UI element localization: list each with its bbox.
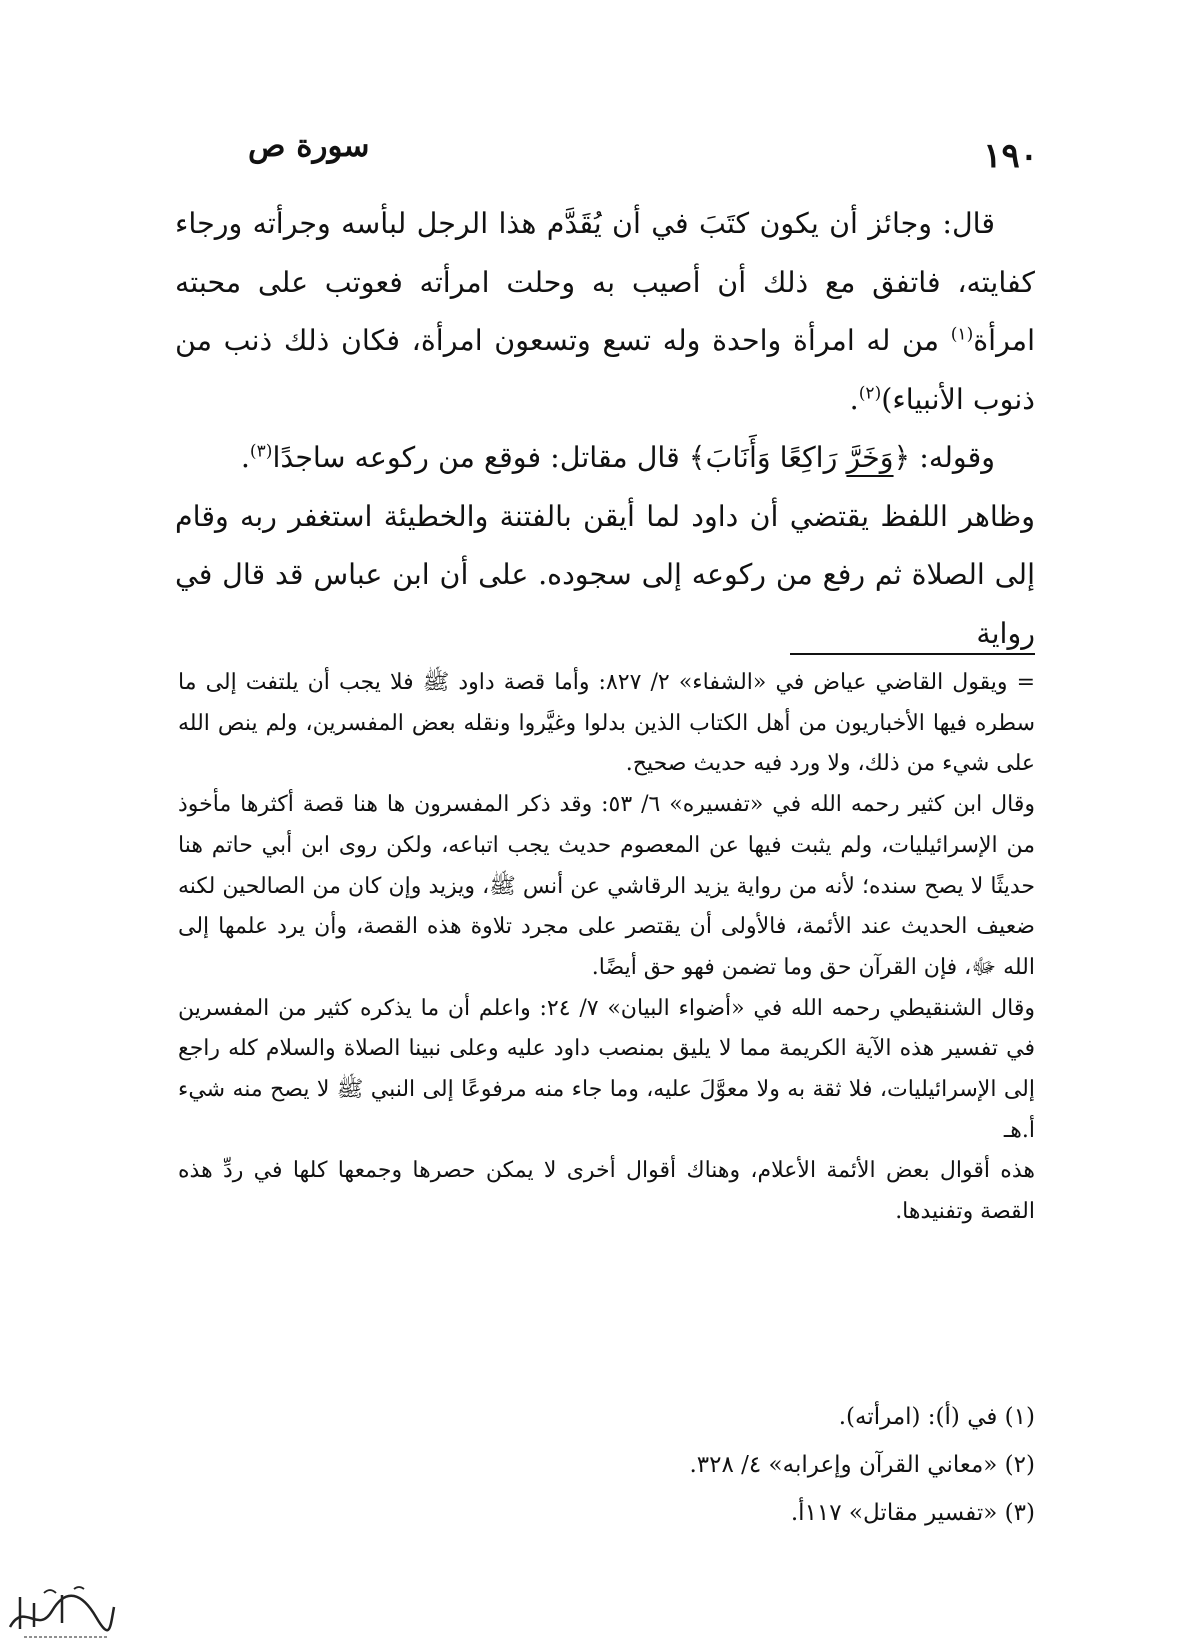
footnote-reference-3: (٣) «تفسير مقاتل» ١١٧أ. <box>790 1500 1035 1526</box>
quran-underlined-word: وَخَرَّ <box>846 441 894 474</box>
footnote-references <box>178 1393 1035 1537</box>
page-number: ١٩٠ <box>983 136 1038 176</box>
footnote-paragraph: هذه أقوال بعض الأئمة الأعلام، وهناك أقوال أخرى لا يمكن حصرها وجمعها كلها في ردِّ هذه القصة وتفنيدها. <box>178 1158 1035 1225</box>
paragraph-end: . <box>849 382 859 416</box>
main-text <box>175 195 1035 663</box>
main-paragraph-1 <box>175 195 1035 429</box>
main-paragraph-3: وظاهر اللفظ يقتضي أن داود لما أيقن بالفتنة والخطيئة استغفر ربه وقام إلى الصلاة ثم رفع من ركوعه إلى سجوده. على أن ابن عباس قد قال في رواية <box>175 499 1035 650</box>
footnote-ref-2: (٢) <box>858 383 882 403</box>
page-header <box>178 128 1038 178</box>
main-paragraph-2 <box>175 429 1035 488</box>
library-stamp-logo <box>4 1583 119 1643</box>
footnote-reference-2: (٢) «معاني القرآن وإعرابه» ٤/ ٣٢٨. <box>689 1452 1035 1478</box>
paragraph-end: . <box>240 441 250 474</box>
footnote-continuation <box>178 663 1035 1233</box>
quran-text: رَاكِعًا وَأَنَابَ <box>705 441 847 474</box>
paragraph-text: وقوله: <box>910 441 995 474</box>
quran-verse <box>689 441 910 474</box>
quran-bracket-open: ﴿ <box>893 441 911 474</box>
footnote-reference-1: (١) في (أ): (امرأته). <box>838 1404 1035 1430</box>
paragraph-text: قال: وجائز أن يكون كتَبَ في أن يُقَدَّم هذا الرجل لبأسه وجرأته ورجاء كفايته، فاتفق مع ذلك أن أصيب به وحلت امرأته فعوتب على محبته امرأة <box>175 207 1035 357</box>
footnote-paragraph: = ويقول القاضي عياض في «الشفاء» ٢/ ٨٢٧: وأما قصة داود ﷺ فلا يجب أن يلتفت إلى ما سطره فيها الأخباريون من أهل الكتاب الذين بدلوا وغيَّروا ونقله بعض المفسرين، ولم ينص الله على شيء من ذلك، ولا ورد فيه حديث صحيح. <box>178 670 1035 777</box>
paragraph-text: قال مقاتل: فوقع من ركوعه ساجدًا <box>272 441 689 474</box>
surah-title: سورة ص <box>248 128 370 164</box>
footnote-paragraph: وقال ابن كثير رحمه الله في «تفسيره» ٦/ ٥٣: وقد ذكر المفسرون ها هنا قصة أكثرها مأخوذ من الإسرائيليات، ولم يثبت فيها عن المعصوم حديث يجب اتباعه، ولكن روى ابن أبي حاتم هنا حديثًا لا يصح سنده؛ لأنه من رواية يزيد الرقاشي عن أنس ﷺ، ويزيد وإن كان من الصالحين لكنه ضعيف الحديث عند الأئمة، فالأولى أن يقتصر على مجرد تلاوة هذه القصة، وأن يرد علمها إلى الله ﷻ، فإن القرآن حق وما تضمن فهو حق أيضًا. <box>178 792 1035 980</box>
paragraph-text: من له امرأة واحدة وله تسع وتسعون امرأة، فكان ذلك ذنب من ذنوب الأنبياء) <box>175 324 1035 416</box>
quran-bracket-close: ﴾ <box>688 441 706 474</box>
footnote-divider <box>790 653 1035 655</box>
footnote-ref-1: (١) <box>950 324 974 345</box>
footnote-paragraph: وقال الشنقيطي رحمه الله في «أضواء البيان» ٧/ ٢٤: واعلم أن ما يذكره كثير من المفسرين في تفسير هذه الآية الكريمة مما لا يليق بمنصب داود عليه وعلى نبينا الصلاة والسلام كله راجع إلى الإسرائيليات، فلا ثقة به ولا معوَّلَ عليه، وما جاء منه مرفوعًا إلى النبي ﷺ لا يصح منه شيء أ.هـ <box>178 995 1036 1143</box>
footnote-ref-3: (٣) <box>249 441 273 462</box>
